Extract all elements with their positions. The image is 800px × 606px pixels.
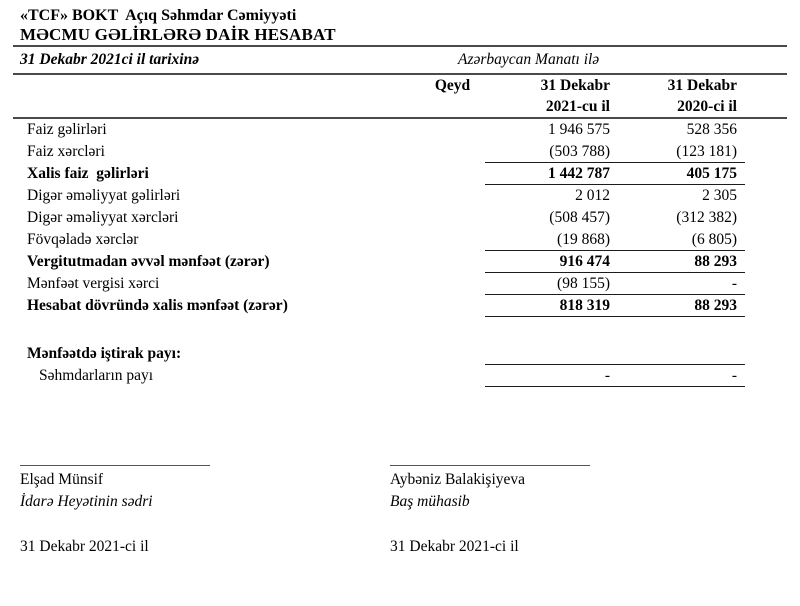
values-cell xyxy=(485,273,745,295)
values-cell xyxy=(485,229,745,251)
report-title: MƏCMU GƏLİRLƏRƏ DAİR HESABAT xyxy=(20,25,336,44)
column-headers-values xyxy=(485,75,745,117)
note-cell xyxy=(420,273,485,295)
values-cell xyxy=(485,119,745,141)
note-cell xyxy=(420,119,485,141)
signature-section xyxy=(20,465,780,558)
row-label: Faiz gəlirləri xyxy=(27,121,107,138)
note-cell xyxy=(420,207,485,229)
value-2021: 818 319 xyxy=(559,297,610,314)
values-cell xyxy=(485,207,745,229)
table-row-subtotal xyxy=(20,163,780,185)
table-row xyxy=(20,207,780,229)
income-statement-table xyxy=(20,119,780,387)
value-2021: 2 012 xyxy=(575,187,610,204)
value-2020: 88 293 xyxy=(694,253,737,270)
value-2020: - xyxy=(731,367,737,384)
column-header-note: Qeyd xyxy=(434,77,471,94)
value-2021: (508 457) xyxy=(549,209,610,226)
value-2021: (98 155) xyxy=(557,275,610,292)
note-cell xyxy=(420,185,485,207)
value-2021: (19 868) xyxy=(557,231,610,248)
value-2020: (6 805) xyxy=(691,231,737,248)
table-row-section xyxy=(20,343,780,365)
signature-block-accountant xyxy=(390,465,590,558)
value-2021: 916 474 xyxy=(559,253,610,270)
table-row-total xyxy=(20,295,780,317)
values-cell xyxy=(485,251,745,273)
values-cell xyxy=(485,365,745,387)
table-row-subtotal xyxy=(20,251,780,273)
row-label: Mənfəətdə iştirak payı: xyxy=(27,345,182,362)
value-2020: (312 382) xyxy=(676,209,737,226)
value-2021: 1 442 787 xyxy=(548,165,610,182)
value-2020 xyxy=(610,343,741,364)
values-cell xyxy=(485,295,745,317)
table-row xyxy=(20,273,780,295)
signatory-role: İdarə Heyətinin sədri xyxy=(20,493,153,510)
values-cell xyxy=(485,163,745,185)
value-2020: 405 175 xyxy=(686,165,737,182)
table-row xyxy=(20,185,780,207)
company-name: «TCF» BOKT Açıq Səhmdar Cəmiyyəti xyxy=(20,7,297,24)
row-label: Səhmdarların payı xyxy=(39,367,154,384)
values-cell xyxy=(485,141,745,163)
note-cell xyxy=(420,141,485,163)
subheader-row xyxy=(20,47,780,73)
row-label: Faiz xərcləri xyxy=(27,143,105,160)
row-label: Hesabat dövründə xalis mənfəət (zərər) xyxy=(27,297,288,314)
table-row xyxy=(20,229,780,251)
value-2021: (503 788) xyxy=(549,143,610,160)
signature-date: 31 Dekabr 2021-ci il xyxy=(20,538,149,555)
note-cell xyxy=(420,343,485,365)
row-label: Digər əməliyyat gəlirləri xyxy=(27,187,181,204)
note-cell xyxy=(420,251,485,273)
note-cell xyxy=(420,229,485,251)
statement-date: 31 Dekabr 2021ci il tarixinə xyxy=(20,51,200,68)
currency-note: Azərbaycan Manatı ilə xyxy=(458,51,600,68)
value-2021: 1 946 575 xyxy=(548,121,610,138)
table-column-header xyxy=(20,75,780,117)
signatory-name: Elşad Münsif xyxy=(20,471,104,488)
value-2020: 2 305 xyxy=(702,187,737,204)
column-header-2020: 31 Dekabr 2020-ci il xyxy=(667,77,737,115)
note-cell xyxy=(420,365,485,387)
note-cell xyxy=(420,163,485,185)
column-header-spacer xyxy=(20,75,420,117)
values-cell xyxy=(485,185,745,207)
signatory-name: Aybəniz Balakişiyeva xyxy=(390,471,526,488)
value-2021: - xyxy=(604,367,610,384)
table-row xyxy=(20,141,780,163)
table-row xyxy=(20,119,780,141)
value-2020: - xyxy=(731,275,737,292)
signature-date: 31 Dekabr 2021-ci il xyxy=(390,538,519,555)
values-cell xyxy=(485,343,745,365)
signature-line xyxy=(390,465,590,466)
row-label: Vergitutmadan əvvəl mənfəət (zərər) xyxy=(27,253,270,270)
row-label: Xalis faiz gəlirləri xyxy=(27,165,149,182)
column-header-2021: 31 Dekabr 2021-cu il xyxy=(540,77,610,115)
row-label: Fövqəladə xərclər xyxy=(27,231,139,248)
signature-block-chairman xyxy=(20,465,390,558)
signature-line xyxy=(20,465,210,466)
value-2020: 528 356 xyxy=(686,121,737,138)
table-spacer xyxy=(20,317,780,343)
value-2020: 88 293 xyxy=(694,297,737,314)
signatory-role: Baş mühasib xyxy=(390,493,470,510)
row-label: Digər əməliyyat xərcləri xyxy=(27,209,179,226)
note-cell xyxy=(420,295,485,317)
row-label: Mənfəət vergisi xərci xyxy=(27,275,160,292)
value-2021 xyxy=(485,343,610,364)
value-2020: (123 181) xyxy=(676,143,737,160)
table-row xyxy=(20,365,780,387)
